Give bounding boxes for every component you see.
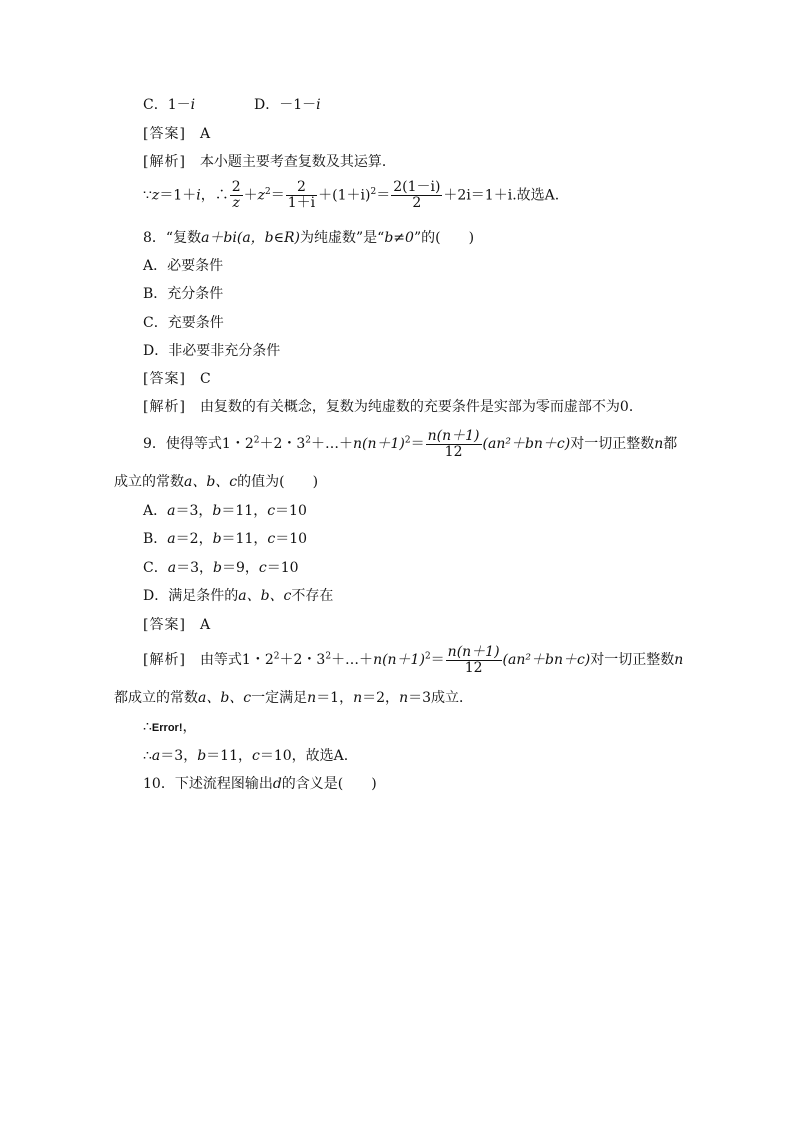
error-field: Error! xyxy=(151,722,183,734)
q8-option-c: C．充要条件 xyxy=(143,315,224,331)
q9-option-b: B．a＝2，b＝11，c＝10 xyxy=(143,531,308,547)
q8-stem: 8．“复数a＋bi(a，b∈R)为纯虚数”是“b≠0”的( ) xyxy=(143,230,475,246)
q9-stem-line2: 成立的常数a、b、c的值为( ) xyxy=(114,474,319,490)
q9-stem-line1: 9．使得等式1・$2^2+2$・$3^2+\dots+n(n+1)^2=$ $\frac{n(n+1)}{12}$ (an²＋bn＋c)对一切正整数n都 xyxy=(143,427,678,460)
q7-options-cd: C．1－i D．－1－i xyxy=(143,97,321,113)
fraction-analysis: $\frac{n(n+1)}{12}$ xyxy=(447,643,500,676)
q9-option-a: A．a＝3，b＝11，c＝10 xyxy=(143,503,307,519)
fraction-2-over-z: $\frac{2}{z}$ xyxy=(231,179,241,211)
option-d: D．－1－ xyxy=(254,97,317,113)
q9-analysis-line2: 都成立的常数a、b、c一定满足n＝1，n＝2，n＝3成立． xyxy=(114,690,474,706)
q8-option-a: A．必要条件 xyxy=(143,258,224,274)
q9-analysis-line1: [解析] 由等式1・$2^2+2$・$3^2+\dots+n(n+1)^2=$ $\frac{n(n+1)}{12}$ (an²＋bn＋c)对一切正整数n xyxy=(143,643,684,676)
q9-final: ∴a＝3，b＝11，c＝10，故选A. xyxy=(143,748,349,764)
q7-analysis: [解析] 本小题主要考查复数及其运算． xyxy=(143,154,396,170)
q9-option-c: C．a＝3，b＝9，c＝10 xyxy=(143,560,299,576)
q8-option-d: D．非必要非充分条件 xyxy=(143,343,281,359)
q8-analysis: [解析] 由复数的有关概念，复数为纯虚数的充要条件是实部为零而虚部不为0． xyxy=(143,399,643,415)
q9-error-line: ∴Error!， xyxy=(143,719,197,735)
fraction-n-n-plus-1-over-12: $\frac{n(n+1)}{12}$ xyxy=(427,427,480,460)
fraction-2-1-minus-i-over-2: $\frac{2(1-i)}{2}$ xyxy=(393,179,441,211)
q10-stem: 10．下述流程图输出d的含义是( ) xyxy=(143,776,377,792)
q9-option-d: D．满足条件的a、b、c不存在 xyxy=(143,588,334,604)
q8-answer: [答案] C xyxy=(143,371,211,387)
option-c: C．1－ xyxy=(143,97,191,113)
q9-answer: [答案] A xyxy=(143,617,211,633)
q7-answer: [答案] A xyxy=(143,126,211,142)
q7-solution: ∵z＝1＋i，∴ $\frac{2}{z}$ $+z^2=$ $\frac{2}{1+i}$ $+(1+i)^2=$ $\frac{2(1-i)}{2}$ ＋2i＝1＋i.故选A. xyxy=(143,179,560,211)
q8-option-b: B．充分条件 xyxy=(143,286,224,302)
fraction-2-over-1-plus-i: $\frac{2}{1+i}$ xyxy=(287,179,316,211)
